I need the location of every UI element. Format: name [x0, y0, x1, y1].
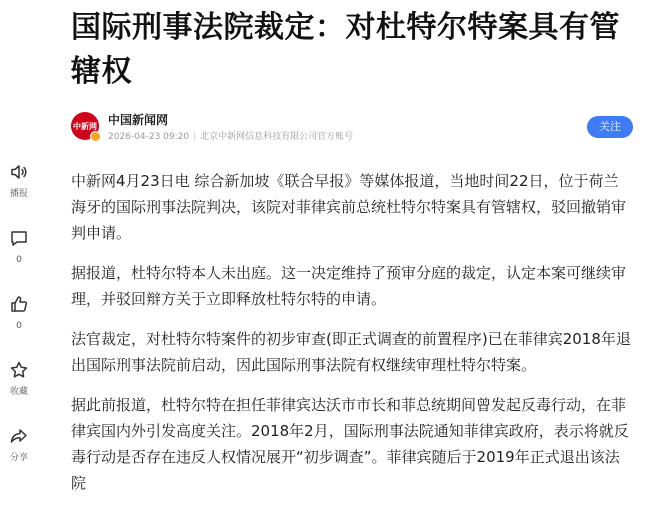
comment-count: 0: [16, 255, 22, 265]
author-info: [71, 111, 633, 155]
article-title: 国际刑事法院裁定：对杜特尔特案具有管辖权: [71, 10, 620, 89]
article-paragraph: 据报道，杜特尔特本人未出庭。这一决定维持了预审分庭的裁定，认定本案可继续审理，并驳回辩方关于立即释放杜特尔特的申请。: [71, 264, 627, 308]
share-button[interactable]: [0, 414, 38, 480]
share-icon: [9, 426, 29, 446]
meta-divider: |: [193, 132, 197, 142]
author-name[interactable]: 中国新闻网: [108, 113, 169, 127]
favorite-button[interactable]: [0, 348, 38, 414]
article-body: [71, 168, 633, 496]
article-main: [71, 0, 633, 510]
favorite-label: 收藏: [9, 387, 28, 397]
like-button[interactable]: [0, 282, 38, 348]
listen-label: 播报: [9, 189, 28, 199]
follow-button[interactable]: 关注: [587, 116, 633, 138]
thumbs-up-icon: [9, 294, 29, 314]
publish-meta: [108, 130, 353, 144]
comment-button[interactable]: [0, 216, 38, 282]
listen-button[interactable]: [0, 150, 38, 216]
share-label: 分享: [9, 453, 28, 463]
comment-icon: [9, 228, 29, 248]
speaker-icon: [9, 162, 29, 182]
publish-date: 2026-04-23 09:20: [108, 132, 190, 142]
avatar-logo-text: 中新网: [73, 120, 97, 131]
article-paragraph: 中新网4月23日电 综合新加坡《联合早报》等媒体报道，当地时间22日，位于荷兰海牙的国际刑事法院判决，该院对菲律宾前总统杜特尔特案具有管辖权，驳回撤销审判申请。: [71, 172, 627, 242]
article-paragraph: 法官裁定，对杜特尔特案件的初步审查(即正式调查的前置程序)已在菲律宾2018年退出国际刑事法院前启动，因此国际刑事法院有权继续审理杜特尔特案。: [71, 330, 631, 374]
article-paragraph: 据此前报道，杜特尔特在担任菲律宾达沃市市长和菲总统期间曾发起反毒行动，在菲律宾国内外引发高度关注。2018年2月，国际刑事法院通知菲律宾政府，表示将就反毒行动是否存在违反人权情况展开“初步调查”。菲律宾随后于2019年正式退出该法院: [71, 396, 629, 492]
like-count: 0: [16, 321, 22, 331]
star-icon: [9, 360, 29, 380]
account-description: 北京中新网信息科技有限公司官方账号: [200, 132, 354, 142]
side-action-rail: [0, 150, 38, 480]
verified-badge-icon: [90, 131, 101, 142]
